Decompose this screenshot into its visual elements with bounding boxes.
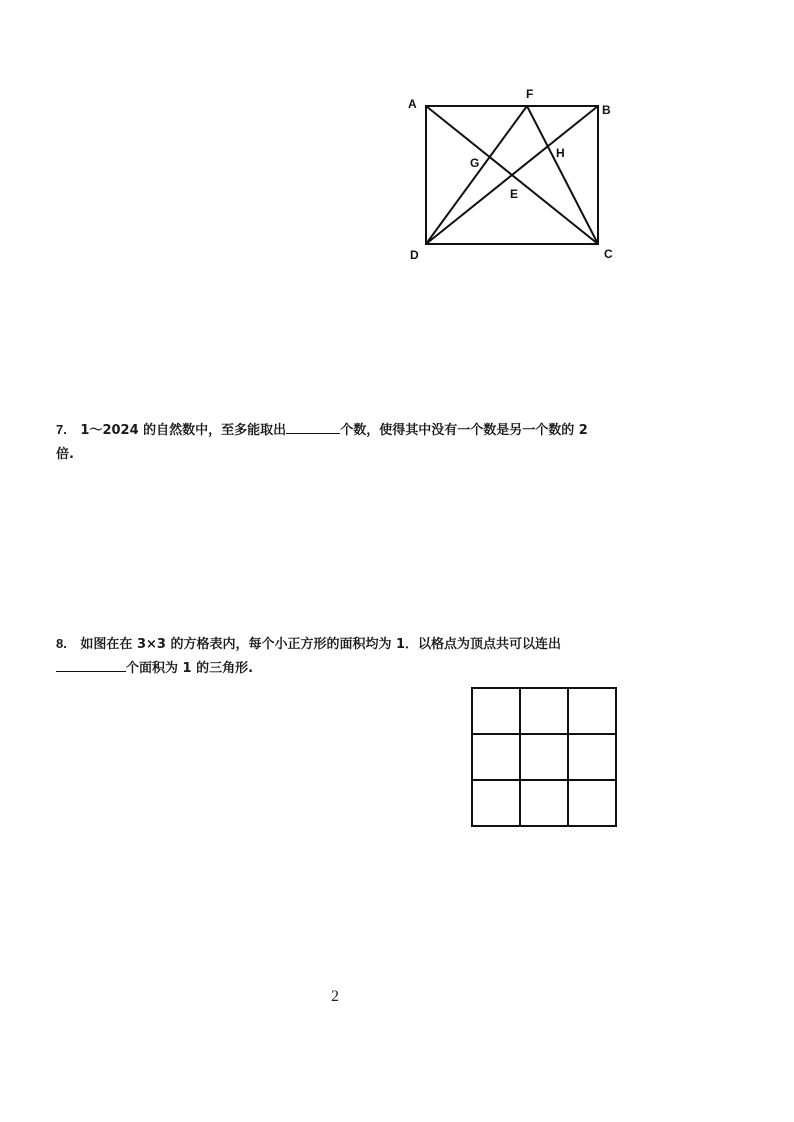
question-8 — [56, 632, 656, 681]
question-8-line2 — [56, 657, 656, 681]
grid-border — [472, 688, 616, 826]
question-8-text-b: 个面积为 1 的三角形. — [126, 661, 254, 676]
question-7-text-a: 1～2024 的自然数中，至多能取出 — [80, 423, 287, 438]
answer-blank-7[interactable] — [286, 419, 340, 434]
rectangle-figure-svg — [400, 82, 630, 262]
grid-figure — [468, 684, 620, 830]
answer-blank-8[interactable] — [56, 657, 126, 672]
question-7-number: 7. — [56, 422, 67, 437]
question-7-text-b: 个数，使得其中没有一个数是另一个数的 2 — [340, 423, 588, 438]
question-7-line1 — [56, 418, 656, 443]
label-c: C — [604, 247, 613, 261]
label-f: F — [526, 87, 534, 101]
label-d: D — [410, 248, 419, 262]
rectangle-figure — [400, 82, 630, 262]
question-8-text-a: 如图在在 3×3 的方格表内，每个小正方形的面积均为 1．以格点为顶点共可以连出 — [80, 637, 562, 652]
label-h: H — [556, 146, 565, 160]
question-8-number: 8. — [56, 636, 67, 651]
segment-fc — [527, 106, 598, 244]
page-number: 2 — [331, 988, 339, 1005]
question-8-line1 — [56, 632, 656, 657]
question-7-line2: 倍. — [56, 447, 74, 462]
label-g: G — [470, 156, 480, 170]
label-b: B — [602, 103, 611, 117]
label-e: E — [510, 187, 519, 201]
question-7 — [56, 418, 656, 467]
label-a: A — [408, 97, 417, 111]
